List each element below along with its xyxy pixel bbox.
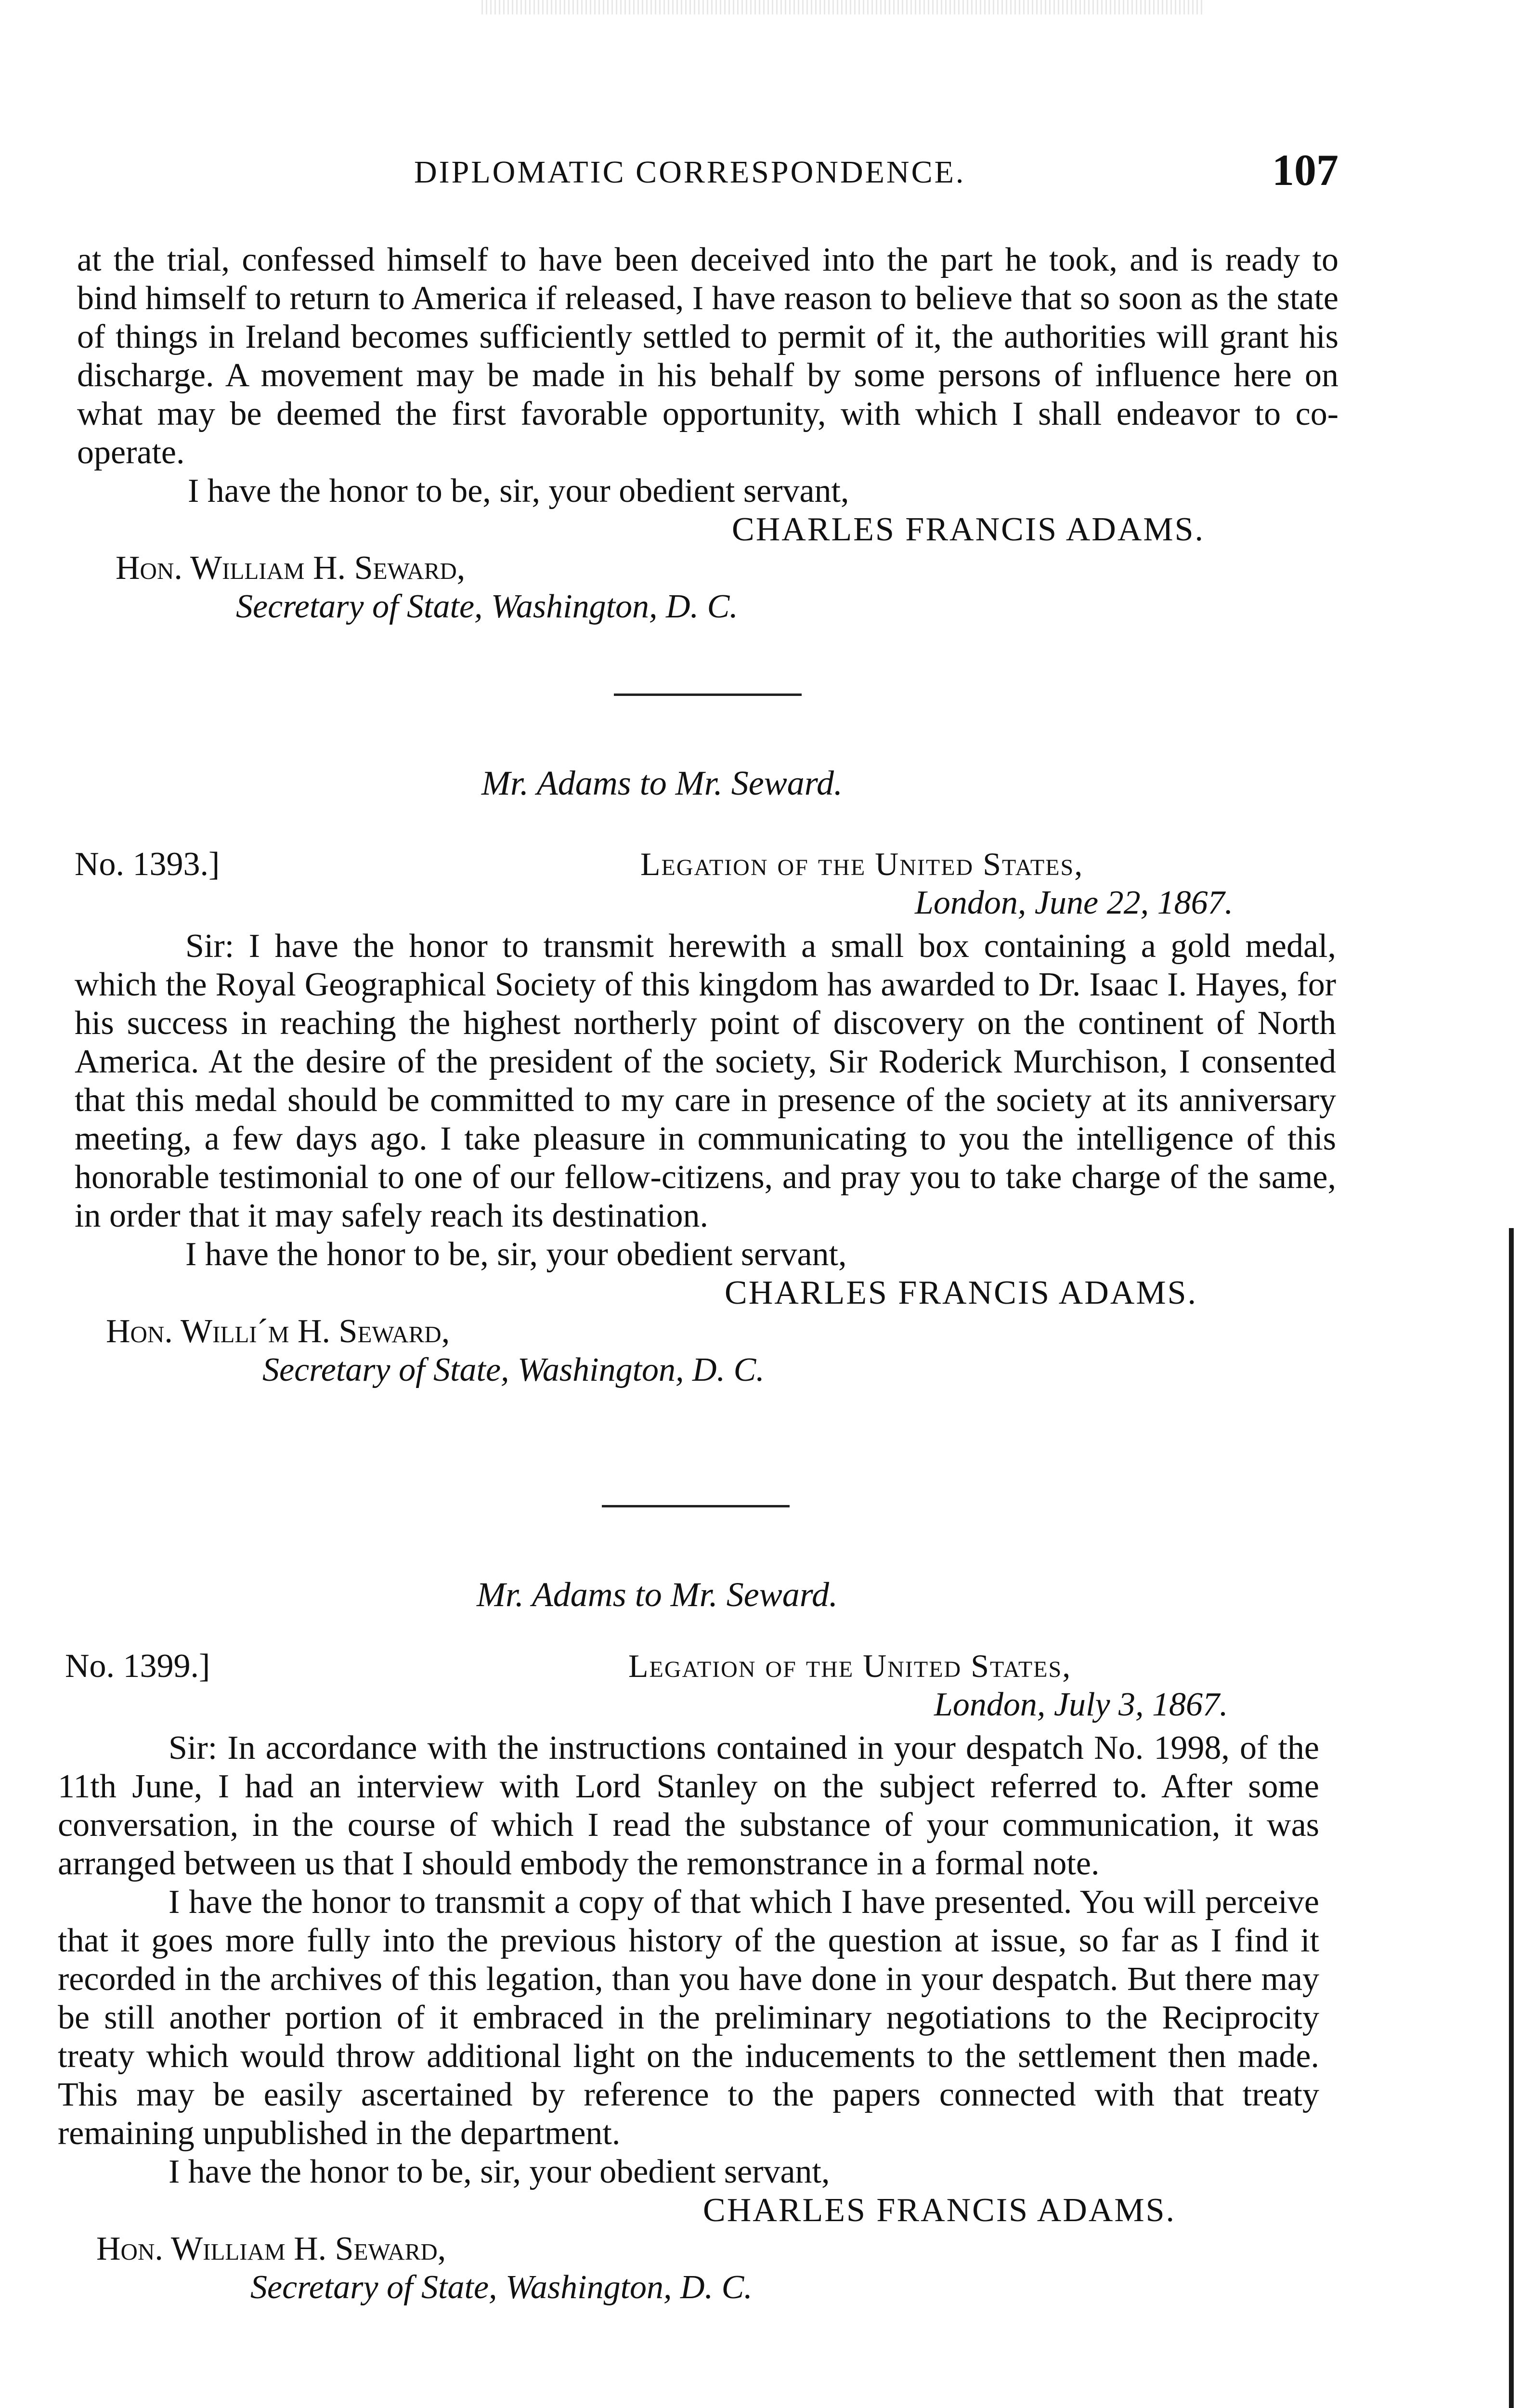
- dateline: London, July 3, 1867.: [934, 1686, 1228, 1723]
- section-divider: [602, 1505, 790, 1507]
- letter-title: Mr. Adams to Mr. Seward.: [477, 1575, 838, 1614]
- addressee: Hon. Willi´m H. Seward,: [106, 1313, 450, 1350]
- legation-heading: Legation of the United States,: [628, 1648, 1072, 1684]
- addressee-place: Secretary of State, Washington, D. C.: [236, 588, 738, 625]
- letter-title: Mr. Adams to Mr. Seward.: [481, 764, 843, 802]
- letter-paragraph: Sir: I have the honor to transmit herewith a small box containing a gold medal, which the Royal Geographical Society of this kingdom has awarded to Dr. Isaac I. Hayes, for his success in reaching the highest northerly point of discovery on the continent of North America. At the desire of the president of the society, Sir Roderick Murchison, I consented that this medal should be committed to my care in presence of the society at its anniversary meeting, a few days ago. I take pleasure in communicating to you the intelligence of this honorable testimonial to one of our fellow-citizens, and pray you to take charge of the same, in order that it may safely reach its destination.: [75, 928, 1336, 1234]
- letter-paragraph: at the trial, confessed himself to have been deceived into the part he took, and is ready to bind himself to return to America if released, I have reason to believe that so soon as the state of things in Ireland becomes sufficiently settled to permit of it, the authorities will grant his discharge. A movement may be made in his behalf by some persons of influence here on what may be deemed the first favorable opportunity, with which I shall endeavor to co-operate.: [77, 241, 1338, 471]
- running-head: DIPLOMATIC CORRESPONDENCE.: [414, 155, 966, 190]
- letter-body: [75, 927, 1336, 1389]
- signature: CHARLES FRANCIS ADAMS.: [732, 511, 1205, 548]
- closing-line: I have the honor to be, sir, your obedient servant,: [188, 472, 849, 510]
- letter-number: No. 1399.]: [65, 1648, 210, 1685]
- addressee-place: Secretary of State, Washington, D. C.: [250, 2269, 753, 2306]
- letter-continuation: [77, 241, 1338, 626]
- closing-line: I have the honor to be, sir, your obedient servant,: [169, 2153, 830, 2190]
- page-number: 107: [1272, 145, 1338, 195]
- addressee: Hon. William H. Seward,: [116, 550, 466, 587]
- signature: CHARLES FRANCIS ADAMS.: [725, 1274, 1198, 1311]
- scan-edge-right: [1509, 1228, 1514, 2408]
- letter-number: No. 1393.]: [75, 846, 220, 883]
- dateline: London, June 22, 1867.: [915, 884, 1234, 921]
- page-header: [77, 144, 1338, 207]
- letter-paragraph: Sir: In accordance with the instructions contained in your despatch No. 1998, of the 11th June, I had an interview with Lord Stanley on the subject referred to. After some conversation, in the course of which I read the substance of your communication, it was arranged between us that I should embody the remonstrance in a formal note.: [58, 1729, 1319, 1882]
- signature: CHARLES FRANCIS ADAMS.: [703, 2192, 1176, 2229]
- closing-line: I have the honor to be, sir, your obedient servant,: [185, 1236, 847, 1273]
- addressee: Hon. William H. Seward,: [96, 2230, 446, 2267]
- scan-edge-top: [481, 0, 1204, 14]
- section-divider: [614, 694, 802, 696]
- addressee-place: Secretary of State, Washington, D. C.: [262, 1351, 765, 1388]
- letter-body: [58, 1729, 1319, 2307]
- letter-paragraph: I have the honor to transmit a copy of that which I have presented. You will perceive that it goes more fully into the previous history of the question at issue, so far as I find it recorded in the archives of this legation, than you have done in your despatch. But there may be still another portion of it embraced in the preliminary negotiations to the Reciprocity treaty which would throw additional light on the inducements to the settlement then made. This may be easily ascertained by reference to the papers connected with that treaty remaining unpublished in the department.: [58, 1884, 1319, 2152]
- legation-heading: Legation of the United States,: [640, 846, 1084, 882]
